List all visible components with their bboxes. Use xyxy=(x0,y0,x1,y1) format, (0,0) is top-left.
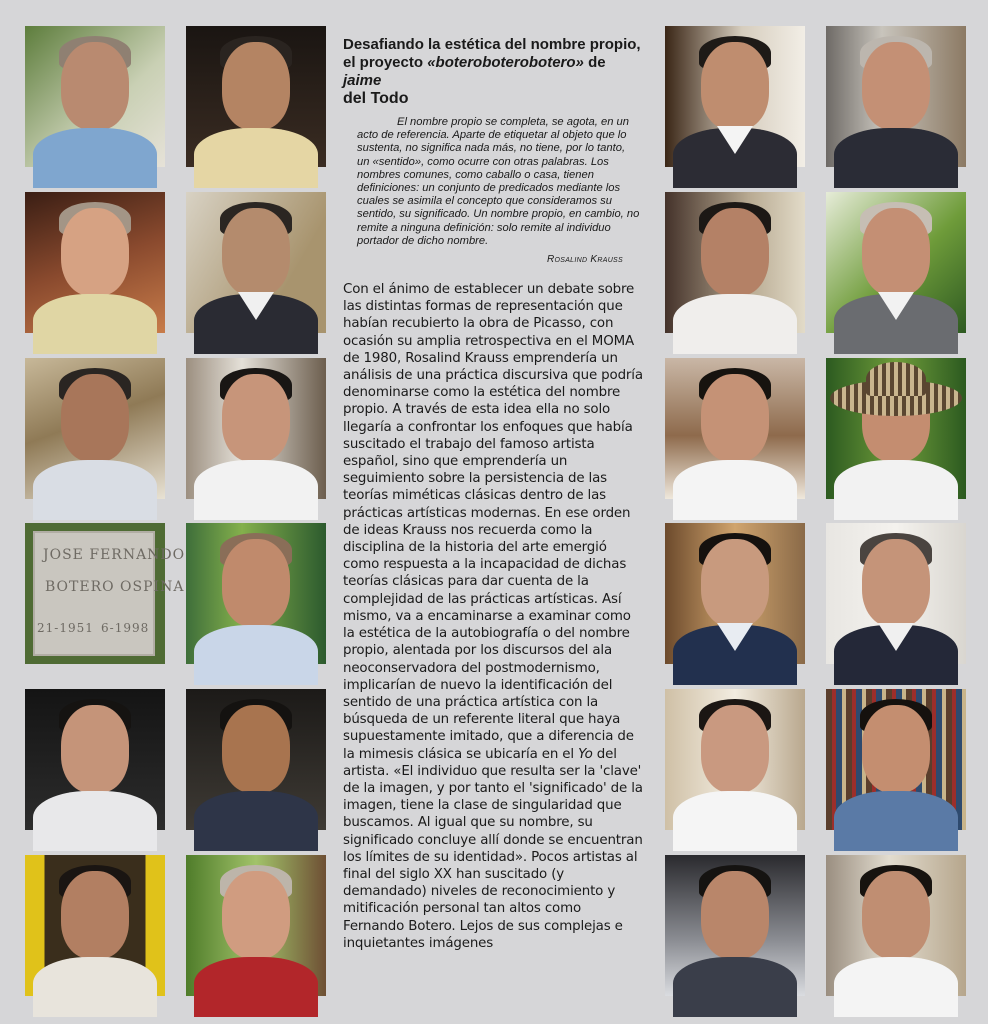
tombstone-photo xyxy=(25,523,186,664)
portrait-photo xyxy=(826,358,966,499)
portrait-photo xyxy=(826,523,966,664)
text-column xyxy=(343,36,643,952)
portrait-photo xyxy=(665,26,805,167)
portrait-photo xyxy=(25,358,165,499)
epigraph-author: Rosalind Krauss xyxy=(546,254,623,266)
portrait-photo xyxy=(826,855,966,996)
article-part2: del artista. «El individuo que resulta ser la 'clave' de la imagen, y por tanto el 'significado' de la imagen, tiene la clase de singularidad que buscamos. Al igual que su nombre, su significado concluye allí donde se encuentran los límites de su identidad». Pocos artistas al final del siglo XX han suscitado (y demandado) niveles de reconocimiento y mitificación personal tan altos como Fernando Botero. Lejos de sus complejas e inquietantes imágenes xyxy=(343,746,643,951)
portrait-photo xyxy=(186,192,326,333)
portrait-photo xyxy=(186,523,326,664)
portrait-photo xyxy=(826,192,966,333)
epigraph-text: El nombre propio se completa, se agota, en un acto de referencia. Aparte de etiquetar al objeto que lo sustenta, no significa nada más, no tiene, por lo tanto, un «sentido», como ocurre con otras palabras. Los nombres comunes, como caballo o casa, tienen definiciones: un conjunto de predicados mediante los cuales se asimila el concepto que consideramos su sentido, su significado. Un nombre propio, en cambio, no remite a ninguna definición: solo remite al individuo portador de dicho nombre. xyxy=(357,116,640,247)
page-title xyxy=(343,36,643,108)
portrait-photo xyxy=(25,855,165,996)
article-yo: Yo xyxy=(578,746,593,762)
portrait-photo xyxy=(665,358,805,499)
portrait-photo xyxy=(25,26,165,167)
portrait-photo xyxy=(665,855,805,996)
portrait-photo xyxy=(665,192,805,333)
tombstone-line1: JOSE FERNANDO xyxy=(43,547,186,563)
portrait-photo xyxy=(826,26,966,167)
tombstone-line2: BOTERO OSPINA xyxy=(45,579,185,595)
title-artist: jaime xyxy=(343,72,382,89)
portrait-photo xyxy=(25,689,165,830)
portrait-photo xyxy=(186,358,326,499)
article-body xyxy=(343,281,643,952)
tombstone-date-left: 21-1951 xyxy=(37,621,94,635)
portrait-photo xyxy=(186,26,326,167)
portrait-photo xyxy=(25,192,165,333)
title-line1: Desafiando la estética del nombre propio, el proyecto xyxy=(343,36,641,71)
portrait-photo xyxy=(826,689,966,830)
title-line-end: del Todo xyxy=(343,90,409,107)
tombstone xyxy=(33,531,186,656)
portrait-photo xyxy=(186,855,326,996)
article-part1: Con el ánimo de establecer un debate sobre las distintas formas de representación que habían recubierto la obra de Picasso, con ocasión su amplia retrospectiva en el MOMA de 1980, Rosalind Krauss emprendería un análisis de una práctica discursiva que podría denominarse como la estética del nombre propio. A través de esta idea ella no solo llegaría a confrontar los enfoques que había suscitado el trabajo del famoso artista español, sino que emprendería un seguimiento sobre la persistencia de las teorías miméticas clásicas dentro de las prácticas artísticas modernas. En ese orden de ideas Krauss nos recuerda como la disciplina de la historia del arte emergió como respuesta a la incapacidad de dichas teorías clásicas para dar cuenta de la complejidad de las prácticas artísticas. Así mismo, va a encaminarse a examinar como la estética de la autobiografía o del nombre propio, alentada por los discursos del ala neoconservadora del postmodernismo, implicarían de nuevo la identificación del sentido de una práctica artística con la búsqueda de un referente literal que haya supuestamente imitado, que a diferencia de la mimesis clásica se ubicaría en el xyxy=(343,282,643,762)
title-connector: de xyxy=(588,54,606,71)
portrait-photo xyxy=(665,689,805,830)
title-project: «boteroboterobotero» xyxy=(427,54,584,71)
portrait-photo xyxy=(665,523,805,664)
tombstone-date-right: 6-1998 xyxy=(101,621,150,635)
portrait-photo xyxy=(186,689,326,830)
